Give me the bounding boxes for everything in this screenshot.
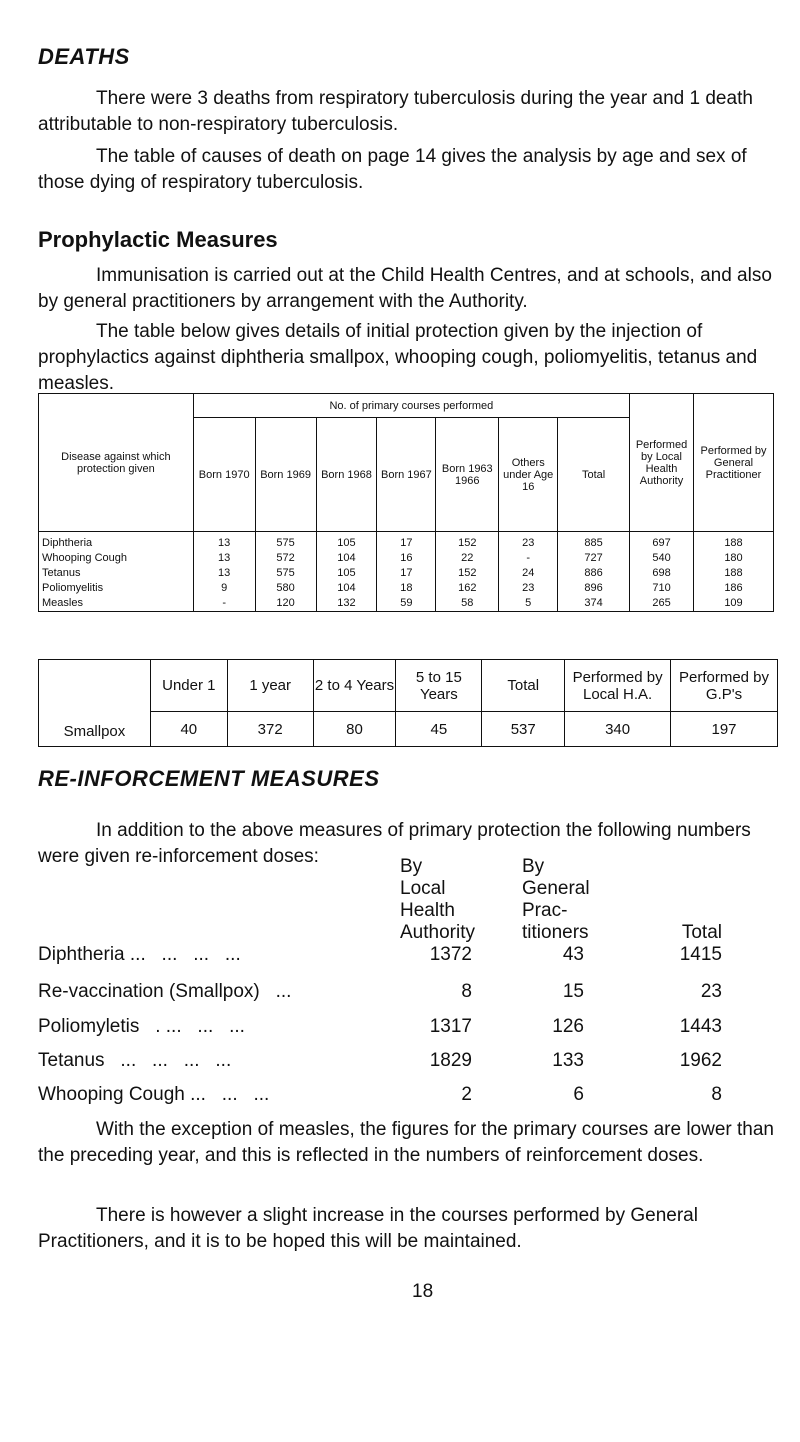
reinforcement-gp-value: 6 <box>573 1084 584 1105</box>
smallpox-value: 80 <box>313 712 396 747</box>
reinforcement-total-value: 1443 <box>679 1016 722 1037</box>
col-local-header <box>400 856 475 944</box>
value-cell: 16 <box>377 551 436 566</box>
disease-cell: Poliomyelitis <box>39 581 194 596</box>
page-number: 18 <box>412 1281 434 1302</box>
value-cell: 186 <box>694 581 774 596</box>
value-cell: 152 <box>436 532 499 552</box>
value-cell: 580 <box>255 581 316 596</box>
reinforcement-gp-value: 15 <box>562 981 584 1002</box>
smallpox-header: 1 year <box>227 660 313 712</box>
table-row <box>39 581 774 596</box>
smallpox-value: 197 <box>671 712 778 747</box>
reinforcement-row-label: Whooping Cough ... ... ... <box>38 1084 270 1105</box>
smallpox-header: 5 to 15 Years <box>396 660 482 712</box>
col-header: Born 1970 <box>193 418 255 532</box>
value-cell: 24 <box>499 566 558 581</box>
value-cell: 575 <box>255 566 316 581</box>
value-cell: 18 <box>377 581 436 596</box>
col-header: Born 1969 <box>255 418 316 532</box>
col-local-line: By <box>400 856 423 877</box>
reinforcement-gp-value: 43 <box>562 944 584 965</box>
smallpox-header: Performed by Local H.A. <box>565 660 671 712</box>
value-cell: 13 <box>193 566 255 581</box>
value-cell: 152 <box>436 566 499 581</box>
smallpox-header: Under 1 <box>150 660 227 712</box>
smallpox-table <box>38 659 778 747</box>
value-cell: 572 <box>255 551 316 566</box>
reinforcement-total-value: 8 <box>711 1084 722 1105</box>
reinforcement-total-value: 1415 <box>679 944 722 965</box>
disease-cell: Measles <box>39 596 194 612</box>
col-gp-header <box>522 856 590 944</box>
value-cell: 727 <box>558 551 630 566</box>
col-total-header: Total <box>681 922 722 943</box>
value-cell: 710 <box>630 581 694 596</box>
prophylactic-paragraph-2: The table below gives details of initial protection given by the injection of prophylactics against diphtheria smallpox, whooping cough, poliomyelitis, tetanus and measles. <box>38 321 758 394</box>
value-cell: 105 <box>316 532 377 552</box>
smallpox-header: Performed by G.P's <box>671 660 778 712</box>
reinforcement-intro: In addition to the above measures of primary protection the following numbers were given re-inforcement doses: <box>38 820 751 867</box>
disease-cell: Diphtheria <box>39 532 194 552</box>
col-local-line: Health <box>400 900 455 921</box>
table-row <box>39 596 774 612</box>
col-local-line: Authority <box>400 922 475 943</box>
reinforcement-local-value: 2 <box>461 1084 472 1105</box>
col-gp-line: General <box>522 878 590 899</box>
gp-header: Performed by General Practitioner <box>694 394 774 532</box>
deaths-paragraph-2: The table of causes of death on page 14 gives the analysis by age and sex of those dying of respiratory tuberculosis. <box>38 146 747 193</box>
reinforcement-local-value: 8 <box>461 981 472 1002</box>
value-cell: 104 <box>316 551 377 566</box>
value-cell: 188 <box>694 532 774 552</box>
value-cell: 22 <box>436 551 499 566</box>
value-cell: 23 <box>499 581 558 596</box>
value-cell: 575 <box>255 532 316 552</box>
value-cell: 120 <box>255 596 316 612</box>
reinforcement-total-value: 23 <box>700 981 722 1002</box>
value-cell: 105 <box>316 566 377 581</box>
prophylactic-heading: Prophylactic Measures <box>38 227 278 252</box>
reinforcement-row-label: Tetanus ... ... ... ... <box>38 1050 232 1071</box>
deaths-paragraph-1: There were 3 deaths from respiratory tuberculosis during the year and 1 death attributable to non-respiratory tuberculosis. <box>38 88 753 135</box>
reinforcement-heading: RE-INFORCEMENT MEASURES <box>38 766 380 791</box>
value-cell: 59 <box>377 596 436 612</box>
col-local-line: Local <box>400 878 446 899</box>
value-cell: 17 <box>377 532 436 552</box>
reinforcement-local-value: 1317 <box>429 1016 472 1037</box>
smallpox-value: 537 <box>482 712 565 747</box>
value-cell: 13 <box>193 551 255 566</box>
smallpox-header: Total <box>482 660 565 712</box>
deaths-heading: DEATHS <box>38 44 130 69</box>
value-cell: 23 <box>499 532 558 552</box>
col-gp-line: Prac- <box>522 900 568 921</box>
value-cell: 697 <box>630 532 694 552</box>
reinforcement-local-value: 1829 <box>429 1050 472 1071</box>
value-cell: 5 <box>499 596 558 612</box>
col-gp-line: titioners <box>522 922 589 943</box>
col-header: Born 1968 <box>316 418 377 532</box>
col-header: Born 1967 <box>377 418 436 532</box>
reinforcement-paragraph-3: There is however a slight increase in the courses performed by General Practitioners, and it is to be hoped this will be maintained. <box>38 1205 698 1252</box>
col-gp-line: By <box>522 856 545 877</box>
reinforcement-row-label: Diphtheria ... ... ... ... <box>38 944 241 965</box>
value-cell: 886 <box>558 566 630 581</box>
value-cell: 265 <box>630 596 694 612</box>
value-cell: 132 <box>316 596 377 612</box>
group-header: No. of primary courses performed <box>193 394 629 418</box>
smallpox-value: 372 <box>227 712 313 747</box>
value-cell: 58 <box>436 596 499 612</box>
col-header: Total <box>558 418 630 532</box>
col-header: Born 1963 1966 <box>436 418 499 532</box>
value-cell: 109 <box>694 596 774 612</box>
col-header: Others under Age 16 <box>499 418 558 532</box>
value-cell: 540 <box>630 551 694 566</box>
value-cell: 896 <box>558 581 630 596</box>
disease-header: Disease against which protection given <box>39 394 194 532</box>
reinforcement-gp-value: 126 <box>552 1016 584 1037</box>
local-authority-header: Performed by Local Health Authority <box>630 394 694 532</box>
disease-cell: Tetanus <box>39 566 194 581</box>
primary-courses-table <box>38 393 774 612</box>
reinforcement-row-label: Re-vaccination (Smallpox) ... <box>38 981 292 1002</box>
disease-cell: Whooping Cough <box>39 551 194 566</box>
value-cell: 188 <box>694 566 774 581</box>
table-row <box>39 551 774 566</box>
reinforcement-total-value: 1962 <box>679 1050 722 1071</box>
reinforcement-gp-value: 133 <box>552 1050 584 1071</box>
smallpox-value: 40 <box>150 712 227 747</box>
smallpox-row-label: Smallpox <box>39 660 151 747</box>
reinforcement-row-label: Poliomyletis . ... ... ... <box>38 1016 245 1037</box>
smallpox-value: 45 <box>396 712 482 747</box>
prophylactic-paragraph-1: Immunisation is carried out at the Child Health Centres, and at schools, and also by general practitioners by arrangement with the Authority. <box>38 265 772 312</box>
value-cell: 9 <box>193 581 255 596</box>
value-cell: 374 <box>558 596 630 612</box>
value-cell: - <box>193 596 255 612</box>
value-cell: 17 <box>377 566 436 581</box>
value-cell: 885 <box>558 532 630 552</box>
value-cell: 698 <box>630 566 694 581</box>
value-cell: 13 <box>193 532 255 552</box>
value-cell: - <box>499 551 558 566</box>
reinforcement-local-value: 1372 <box>429 944 472 965</box>
value-cell: 162 <box>436 581 499 596</box>
value-cell: 180 <box>694 551 774 566</box>
table-row <box>39 532 774 552</box>
reinforcement-paragraph-2: With the exception of measles, the figures for the primary courses are lower than the preceding year, and this is reflected in the numbers of reinforcement doses. <box>38 1119 774 1166</box>
table-row <box>39 566 774 581</box>
smallpox-value: 340 <box>565 712 671 747</box>
value-cell: 104 <box>316 581 377 596</box>
smallpox-header: 2 to 4 Years <box>313 660 396 712</box>
